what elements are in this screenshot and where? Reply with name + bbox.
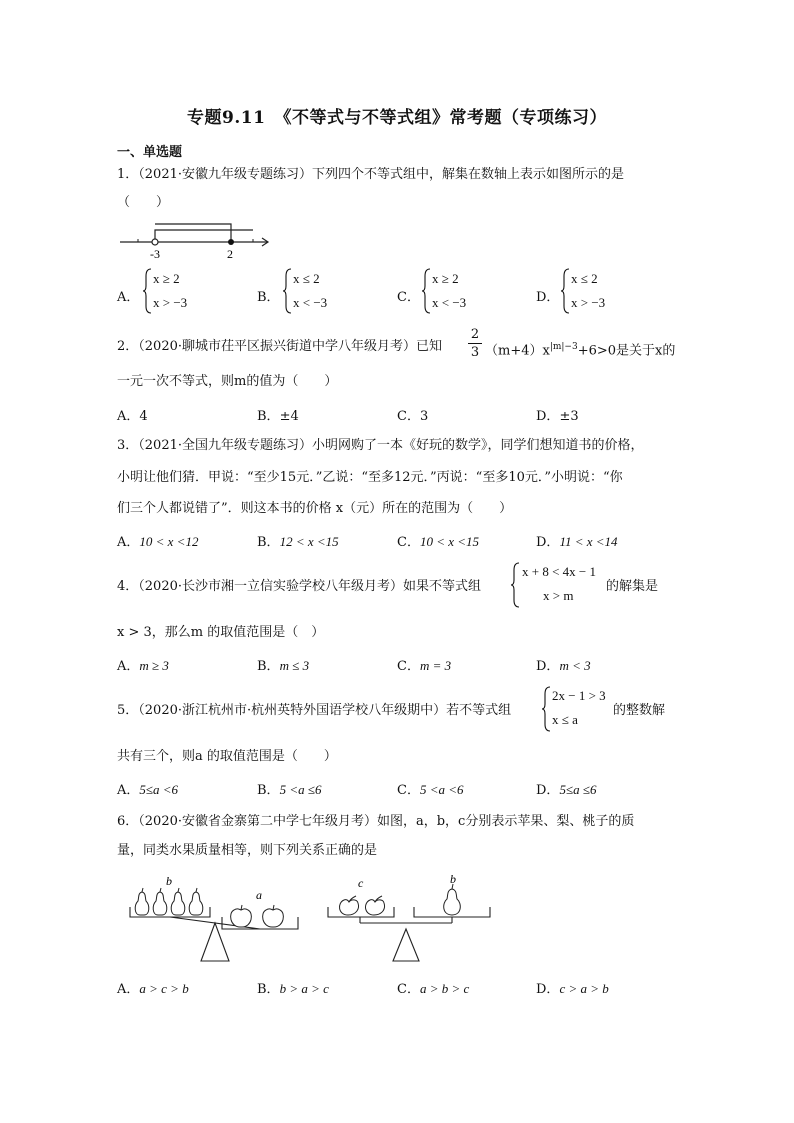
option-label: B． (257, 659, 280, 674)
brace-icon (511, 562, 521, 608)
fulcrum (393, 929, 419, 961)
q3-option-a (117, 531, 198, 550)
q6-line1: 6．（2020·安徽省金寨第二中学七年级月考）如图，a，b，c分别表示苹果、梨、桃子的质 (117, 814, 635, 829)
pear-icon (135, 888, 149, 915)
option-text: 5 <a ≤6 (279, 782, 322, 797)
q3-line3: 们三个人都说错了”．则这本书的价格 x（元）所在的范围为（ ） (117, 501, 513, 516)
section-heading: 一、单选题 (117, 145, 183, 160)
q2-option-c (397, 405, 428, 424)
q4-system-line1: x + 8 < 4x − 1 (522, 564, 596, 579)
q5-option-c (397, 779, 464, 798)
option-label: B． (257, 409, 280, 424)
fig2-label-b: b (450, 873, 456, 886)
q2-stem-pre: 2．（2020·聊城市茌平区振兴街道中学八年级月考）已知 (117, 339, 442, 354)
q5-option-d (536, 779, 596, 798)
option-text: a > c > b (139, 981, 189, 996)
q1-option-b-line2: x < −3 (293, 295, 328, 310)
option-text: m ≤ 3 (279, 658, 310, 673)
apple-icon (263, 905, 284, 927)
q5-stem: 5．（2020·浙江杭州市·杭州英特外国语学校八年级期中）若不等式组 (117, 703, 512, 718)
q5-option-b (257, 779, 321, 798)
q6-line2: 量，同类水果质量相等，则下列关系正确的是 (117, 843, 378, 858)
fraction-numerator: 2 (468, 326, 482, 344)
q1-option-c-label: C． (397, 290, 420, 305)
option-label: A． (117, 982, 140, 997)
option-label: D． (536, 783, 560, 798)
q1-paren: （ ） (117, 195, 170, 210)
option-text: 12 < x <15 (279, 534, 339, 549)
pear-icon (171, 888, 185, 915)
option-label: C． (397, 783, 420, 798)
option-label: C． (397, 535, 420, 550)
option-text: 3 (419, 409, 429, 424)
fig1-label-b: b (166, 874, 172, 888)
apple-icon (231, 905, 252, 927)
option-label: D． (536, 409, 560, 424)
pear-icon (153, 888, 167, 915)
q5-system-line1: 2x − 1 > 3 (552, 688, 606, 703)
q2-coefficient: （m+4）x (485, 343, 550, 359)
closed-dot-2 (228, 239, 234, 245)
option-text: 5 <a <6 (419, 782, 464, 797)
q5-line2: 共有三个，则a 的取值范围是（ ） (117, 749, 337, 764)
open-circle-minus3 (152, 239, 158, 245)
q6-option-a (117, 978, 189, 997)
q3-option-b (257, 531, 339, 550)
q4-option-b (257, 655, 309, 674)
option-text: m ≥ 3 (139, 658, 169, 673)
bracket-to-2 (155, 224, 231, 242)
option-label: D． (536, 982, 560, 997)
option-text: c > a > b (559, 981, 609, 996)
q1-number-line (118, 222, 278, 262)
q1-option-d-line2: x > −3 (571, 295, 606, 310)
q1-option-d-line1: x ≤ 2 (571, 271, 598, 286)
q3-line2: 小明让他们猜．甲说：“至少15元．”乙说：“至多12元．”丙说：“至多10元．”小明说：“你 (117, 470, 623, 485)
q2-option-d (536, 405, 579, 424)
q1-option-a-line2: x > −3 (153, 295, 188, 310)
q5-stem-post: 的整数解 (613, 703, 666, 718)
option-text: 5≤a ≤6 (559, 782, 597, 797)
q4-system-line2: x > m (543, 588, 574, 603)
q3-option-c (397, 531, 479, 550)
q6-option-d (536, 978, 609, 997)
option-label: B． (257, 982, 280, 997)
q1-option-d-label: D． (536, 290, 560, 305)
q1-option-a-label: A． (117, 290, 140, 305)
fraction-denominator: 3 (470, 345, 480, 360)
q5-option-a (117, 779, 178, 798)
q1-option-b-line1: x ≤ 2 (293, 271, 320, 286)
q2-exponent: |m|−3 (549, 342, 578, 352)
brace-icon (542, 686, 552, 732)
option-text: 10 < x <15 (419, 534, 480, 549)
option-text: b > a > c (279, 981, 329, 996)
option-label: C． (397, 659, 420, 674)
q2-stem-mid (485, 337, 675, 361)
peach-icon (339, 896, 358, 915)
q4-line2: x > 3，那么m 的取值范围是（ ） (117, 625, 325, 640)
q2-stem-post: +6>0是关于x的 (577, 343, 676, 359)
peach-icon (365, 896, 384, 915)
option-label: A． (117, 535, 140, 550)
q2-option-a (117, 405, 148, 424)
option-label: C． (397, 409, 420, 424)
pear-icon (189, 888, 203, 915)
fig1-label-a: a (256, 888, 262, 902)
brace-icon (561, 268, 571, 314)
option-text: ±4 (279, 409, 299, 424)
option-text: 5≤a <6 (139, 782, 179, 797)
q6-option-c (397, 978, 469, 997)
option-text: m = 3 (419, 658, 452, 673)
brace-icon (422, 268, 432, 314)
option-text: 4 (139, 409, 148, 424)
q4-option-c (397, 655, 451, 674)
q1-option-a-line1: x ≥ 2 (153, 271, 180, 286)
q4-option-d (536, 655, 591, 674)
q3-line1: 3．（2021·全国九年级专题练习）小明网购了一本《好玩的数学》，同学们想知道书的价格， (117, 438, 644, 453)
q5-system-line2: x ≤ a (552, 712, 578, 727)
option-label: C． (397, 982, 420, 997)
option-label: A． (117, 783, 140, 798)
q4-stem: 4．（2020·长沙市湘一立信实验学校八年级月考）如果不等式组 (117, 579, 481, 594)
q1-stem: 1．（2021·安徽九年级专题练习）下列四个不等式组中，解集在数轴上表示如图所示的是 (117, 167, 624, 182)
option-text: m < 3 (559, 658, 591, 673)
brace-icon (143, 268, 153, 314)
q4-stem-post: 的解集是 (606, 579, 659, 594)
option-label: D． (536, 535, 560, 550)
option-text: 11 < x <14 (559, 534, 618, 549)
fig2-label-c: c (358, 876, 364, 890)
q6-balance-figure-2 (324, 873, 496, 963)
bracket-from-minus3 (155, 230, 253, 242)
axis-label-2: 2 (227, 247, 233, 261)
option-label: A． (117, 659, 140, 674)
pear-icon (444, 884, 461, 915)
q2-fraction (468, 326, 482, 361)
q6-option-b (257, 978, 329, 997)
brace-icon (283, 268, 293, 314)
option-text: ±3 (559, 409, 579, 424)
q4-option-a (117, 655, 169, 674)
option-label: A． (117, 409, 140, 424)
option-text: a > b > c (419, 981, 470, 996)
q6-balance-figure-1 (126, 873, 306, 963)
q2-line2: 一元一次不等式，则m的值为（ ） (117, 374, 338, 389)
q1-option-c-line2: x < −3 (432, 295, 467, 310)
option-label: B． (257, 783, 280, 798)
axis-label-minus3: -3 (150, 247, 160, 261)
q2-option-b (257, 405, 299, 424)
option-text: 10 < x <12 (139, 534, 199, 549)
q3-option-d (536, 531, 618, 550)
option-label: B． (257, 535, 280, 550)
option-label: D． (536, 659, 560, 674)
page-title: 专题9.11 《不等式与不等式组》常考题（专项练习） (187, 108, 607, 128)
q1-option-b-label: B． (257, 290, 280, 305)
q1-option-c-line1: x ≥ 2 (432, 271, 459, 286)
